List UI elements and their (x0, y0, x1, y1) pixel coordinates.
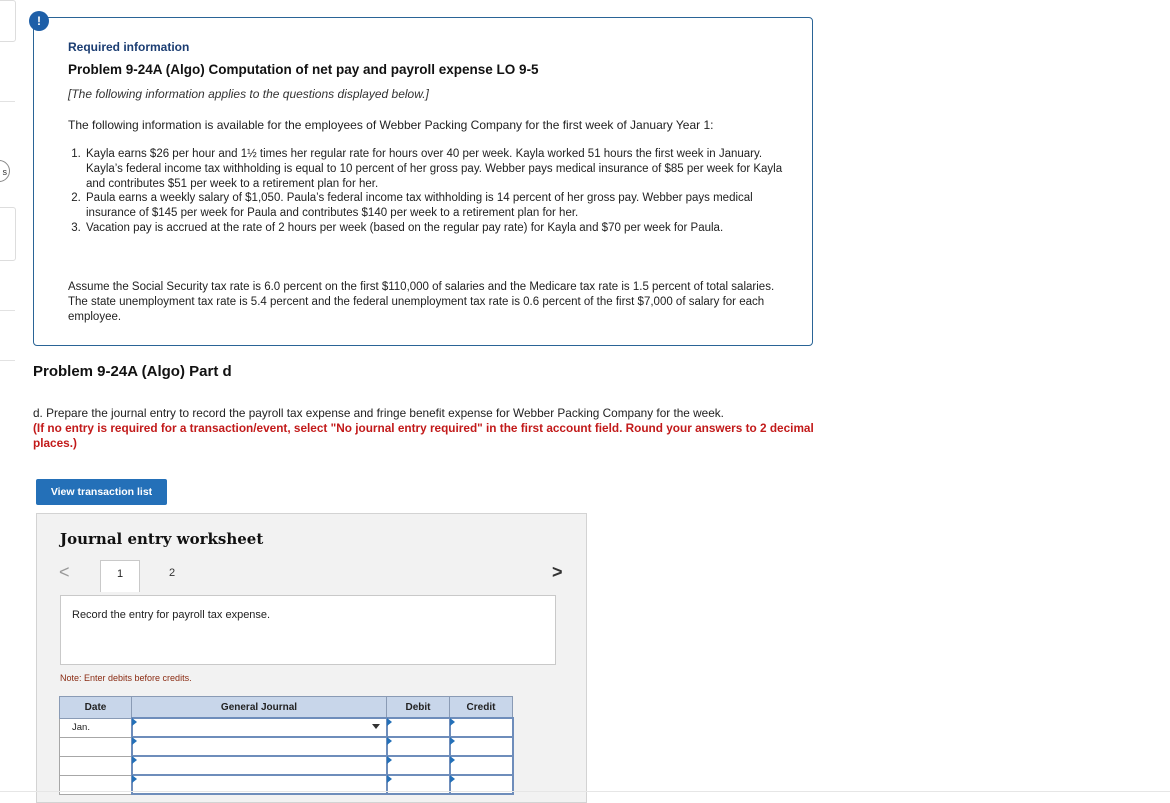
page-divider (0, 791, 1170, 792)
applies-note: [The following information applies to the questions displayed below.] (68, 87, 429, 101)
side-step-indicator[interactable]: s (0, 160, 10, 182)
credit-input[interactable] (450, 756, 513, 775)
entry-description-box (60, 595, 556, 665)
side-divider (0, 310, 15, 311)
debit-input[interactable] (387, 756, 450, 775)
input-marker-icon (132, 775, 137, 783)
input-marker-icon (450, 756, 455, 764)
account-select[interactable] (132, 718, 387, 737)
input-marker-icon (387, 737, 392, 745)
journal-entry-worksheet (36, 513, 587, 803)
list-item: 3. Vacation pay is accrued at the rate of 2 hours per week (based on the regular pay rate) for Kayla and $70 per week for Paula. (84, 221, 796, 236)
account-select[interactable] (132, 737, 387, 756)
column-header-general-journal: General Journal (132, 697, 387, 719)
date-cell (60, 737, 132, 756)
input-marker-icon (450, 737, 455, 745)
problem-title: Problem 9-24A (Algo) Computation of net pay and payroll expense LO 9-5 (68, 62, 539, 77)
debit-credit-note: Note: Enter debits before credits. (60, 673, 192, 683)
side-panel-fragment (0, 207, 16, 261)
table-row (60, 718, 513, 737)
table-row (60, 756, 513, 775)
credit-input[interactable] (450, 718, 513, 737)
list-item: 1. Kayla earns $26 per hour and 1½ times her regular rate for hours over 40 per week. Kayla worked 51 hours the first week in January. Kayla’s federal income tax withholding is equal to 10 percent of her gross pay. Webber pays medical insurance of $85 per week for Kayla and contributes $51 per week to a retirement plan for her. (84, 147, 796, 191)
credit-input[interactable] (450, 737, 513, 756)
instruction-text: d. Prepare the journal entry to record the payroll tax expense and fringe benefit expense for Webber Packing Company for the week. (33, 406, 724, 420)
required-info-heading: Required information (68, 40, 190, 54)
date-cell: Jan. (60, 718, 132, 737)
tax-assumptions: Assume the Social Security tax rate is 6.0 percent on the first $110,000 of salaries and the Medicare tax rate is 1.5 percent of total salaries. The state unemployment tax rate is 5.4 percent and the federal unemployment tax rate is 0.6 percent of the first $7,000 of salary for each employee. (68, 281, 775, 323)
column-header-date: Date (60, 697, 132, 719)
next-arrow-icon[interactable]: > (552, 562, 563, 582)
input-marker-icon (387, 756, 392, 764)
employee-info-list (68, 147, 796, 236)
worksheet-title: Journal entry worksheet (60, 530, 264, 548)
tab-1[interactable]: 1 (100, 560, 140, 592)
entry-description: Record the entry for payroll tax expense. (72, 609, 271, 621)
intro-text: The following information is available for the employees of Webber Packing Company for the first week of January Year 1: (68, 118, 714, 132)
input-marker-icon (132, 756, 137, 764)
table-row (60, 737, 513, 756)
side-divider (0, 101, 15, 102)
date-cell (60, 756, 132, 775)
alert-icon: ! (29, 11, 49, 31)
input-marker-icon (132, 737, 137, 745)
input-marker-icon (132, 718, 137, 726)
tab-2[interactable]: 2 (168, 567, 176, 579)
input-marker-icon (450, 775, 455, 783)
chevron-down-icon[interactable] (372, 724, 380, 729)
side-panel-fragment (0, 0, 16, 42)
side-divider (0, 360, 15, 361)
account-select[interactable] (132, 756, 387, 775)
input-marker-icon (387, 718, 392, 726)
instruction-warning: (If no entry is required for a transaction/event, select "No journal entry required" in the first account field. Round your answers to 2 decimal places.) (33, 421, 814, 450)
part-title: Problem 9-24A (Algo) Part d (33, 363, 232, 380)
list-item: 2. Paula earns a weekly salary of $1,050. Paula’s federal income tax withholding is 14 percent of her gross pay. Webber pays medical insurance of $145 per week for Paula and contributes $140 per week to a retirement plan for her. (84, 191, 796, 221)
debit-input[interactable] (387, 737, 450, 756)
view-transaction-list-button[interactable]: View transaction list (36, 479, 167, 505)
column-header-debit: Debit (387, 697, 450, 719)
column-header-credit: Credit (450, 697, 513, 719)
previous-arrow-icon[interactable]: < (59, 562, 70, 582)
debit-input[interactable] (387, 718, 450, 737)
part-instructions (33, 406, 823, 451)
journal-table (59, 696, 514, 795)
input-marker-icon (387, 775, 392, 783)
input-marker-icon (450, 718, 455, 726)
